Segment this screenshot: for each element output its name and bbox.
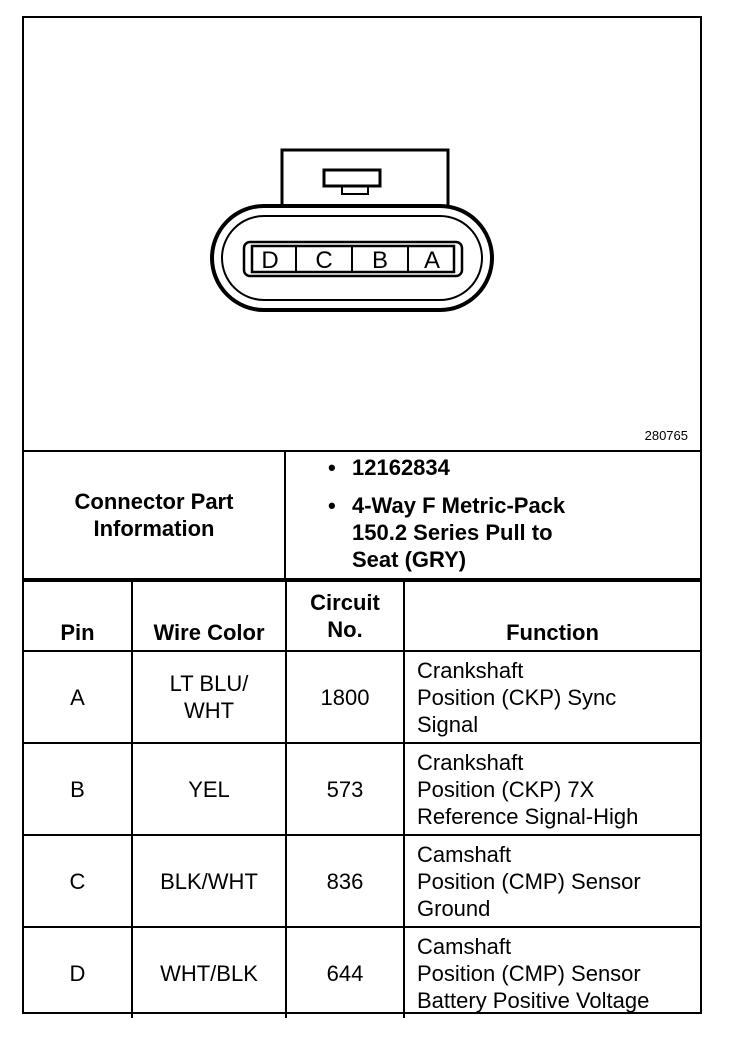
cell-pin: D <box>24 927 132 1018</box>
cell-circuit: 1800 <box>286 651 404 743</box>
pin-label-a: A <box>423 247 441 274</box>
table-header-row <box>24 581 700 651</box>
cell-pin: C <box>24 835 132 927</box>
pin-label-b: B <box>371 247 389 274</box>
table-row <box>24 743 700 835</box>
cell-pin: A <box>24 651 132 743</box>
cell-function: Crankshaft Position (CKP) Sync Signal <box>404 651 700 743</box>
cell-wire-color: WHT/BLK <box>132 927 286 1018</box>
cell-circuit: 573 <box>286 743 404 835</box>
latch-slot <box>324 170 380 186</box>
cell-pin: B <box>24 743 132 835</box>
connector-part-label: Connector Part Information <box>74 489 234 541</box>
connector-diagram <box>24 18 700 452</box>
part-number: 12162834 <box>352 455 450 480</box>
connector-part-label-cell <box>24 452 286 578</box>
bullet-icon: • <box>328 493 336 518</box>
table-row <box>24 927 700 1018</box>
cell-function: Camshaft Position (CMP) Sensor Battery Positive Voltage <box>404 927 700 1018</box>
connector-info-sheet <box>22 16 702 1014</box>
header-wire-color: Wire Color <box>132 581 286 651</box>
figure-number: 280765 <box>644 428 688 443</box>
part-description: 4-Way F Metric-Pack 150.2 Series Pull to Seat (GRY) <box>352 493 566 572</box>
header-pin: Pin <box>24 581 132 651</box>
connector-drawing <box>24 18 700 450</box>
cell-circuit: 836 <box>286 835 404 927</box>
pin-label-c: C <box>315 247 333 274</box>
connector-part-info <box>286 452 700 578</box>
header-function: Function <box>404 581 700 651</box>
connector-latch <box>282 150 448 206</box>
header-circuit-no: Circuit No. <box>286 581 404 651</box>
table-row <box>24 835 700 927</box>
table-row <box>24 651 700 743</box>
connector-part-row <box>24 452 700 580</box>
pin-label-d: D <box>261 247 279 274</box>
cell-circuit: 644 <box>286 927 404 1018</box>
bullet-icon: • <box>328 455 336 480</box>
pinout-table <box>24 580 700 1018</box>
cell-wire-color: YEL <box>132 743 286 835</box>
cell-wire-color: BLK/WHT <box>132 835 286 927</box>
cell-function: Crankshaft Position (CKP) 7X Reference Signal-High <box>404 743 700 835</box>
cell-function: Camshaft Position (CMP) Sensor Ground <box>404 835 700 927</box>
cell-wire-color: LT BLU/ WHT <box>132 651 286 743</box>
